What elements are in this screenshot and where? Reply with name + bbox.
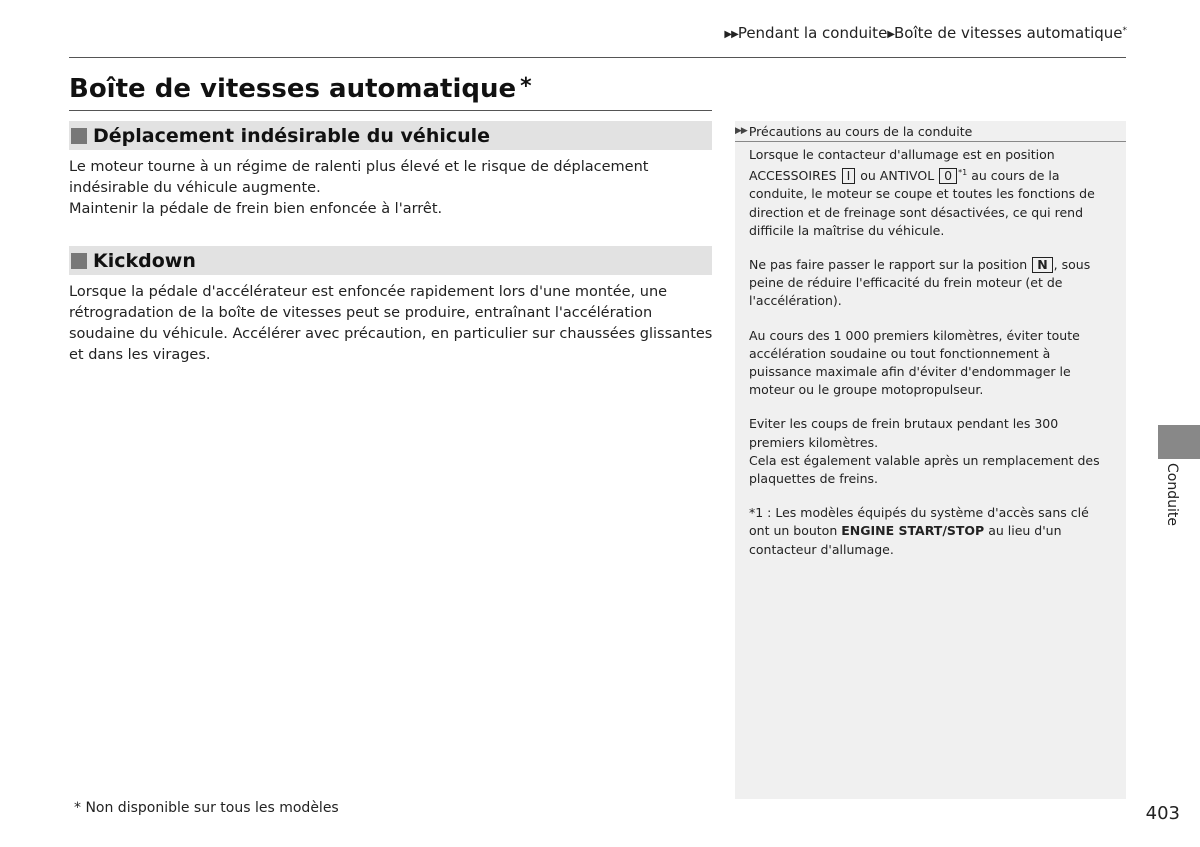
sidebar-paragraph-break-in: Au cours des 1 000 premiers kilomètres, éviter toute accélération soudaine ou tout fonctionnement à puissance maximale afin d'éviter d'endommager le moteur ou le groupe motopropulseur. (749, 327, 1080, 398)
key-neutral-icon: N (1032, 257, 1052, 273)
sidebar-paragraph-neutral (749, 256, 1112, 311)
section-heading-text: Kickdown (93, 249, 196, 272)
page-title-text: Boîte de vitesses automatique (69, 74, 517, 104)
arrow-icon: ▶ (887, 29, 894, 40)
text: *1 : Les modèles équipés du système d'accès sans clé ont un bouton (749, 505, 1089, 539)
text: , sous peine de réduire l'efficacité du frein moteur (et de l'accélération). (749, 257, 1091, 309)
breadcrumb-mark: * (1122, 26, 1127, 36)
sidebar-notes (735, 121, 1126, 799)
text: Cela est également valable après un remplacement des plaquettes de freins. (749, 452, 1100, 487)
title-divider (69, 110, 712, 111)
text: au lieu d'un contacteur d'allumage. (749, 523, 1062, 557)
square-bullet-icon (71, 253, 87, 269)
chapter-tab-label: Conduite (1164, 463, 1180, 526)
section-heading-text: Déplacement indésirable du véhicule (93, 124, 491, 147)
text: Eviter les coups de frein brutaux pendant les 300 premiers kilomètres. (749, 416, 1059, 450)
section-body-kickdown (69, 282, 714, 366)
double-arrow-icon: ▶▶ (724, 29, 738, 40)
sidebar-paragraph-footnote (749, 504, 1112, 559)
sidebar-body (735, 142, 1126, 559)
key-lock-icon: 0 (939, 168, 957, 184)
section-heading-kickdown (69, 246, 712, 275)
sidebar-heading (735, 121, 1126, 142)
paragraph: Lorsque la pédale d'accélérateur est enfoncée rapidement lors d'une montée, une rétrogradation de la boîte de vitesses peut se produire, entraînant l'accélération soudaine du véhicule. Accélérer avec précaution, en particulier sur chaussées glissantes et dans les virages. (69, 284, 713, 363)
text: au cours de la conduite, le moteur se coupe et toutes les fonctions de direction et de freinage sont désactivées, ce qui rend difficile la maîtrise du véhicule. (749, 168, 1095, 238)
text: Lorsque le contacteur d'allumage est en position ACCESSOIRES (749, 147, 1055, 184)
header-divider (69, 57, 1126, 58)
breadcrumb (724, 24, 1127, 42)
page-title-star: * (520, 74, 532, 99)
square-bullet-icon (71, 128, 87, 144)
chapter-tab (1158, 425, 1200, 459)
sidebar-paragraph-ignition (749, 146, 1112, 240)
section-body-unwanted-movement (69, 157, 714, 220)
footnote: * Non disponible sur tous les modèles (74, 800, 339, 816)
sidebar-heading-text: Précautions au cours de la conduite (748, 123, 973, 139)
section-heading-unwanted-movement (69, 121, 712, 150)
breadcrumb-part-1: Pendant la conduite (737, 24, 888, 42)
text: ou ANTIVOL (860, 168, 935, 184)
page-title (69, 74, 532, 104)
paragraph: Le moteur tourne à un régime de ralenti plus élevé et le risque de déplacement indésirable du véhicule augmente. (69, 159, 649, 196)
double-arrow-icon: ▶▶ (735, 126, 747, 136)
engine-start-stop-label: ENGINE START/STOP (841, 523, 985, 539)
breadcrumb-part-2: Boîte de vitesses automatique (894, 24, 1123, 42)
paragraph: Maintenir la pédale de frein bien enfoncée à l'arrêt. (69, 201, 443, 217)
sidebar-paragraph-brakes (749, 415, 1112, 488)
key-accessory-icon: I (842, 168, 856, 184)
text: Ne pas faire passer le rapport sur la position (749, 257, 1028, 273)
footnote-ref: *1 (958, 168, 968, 178)
page-number: 403 (1145, 803, 1180, 824)
